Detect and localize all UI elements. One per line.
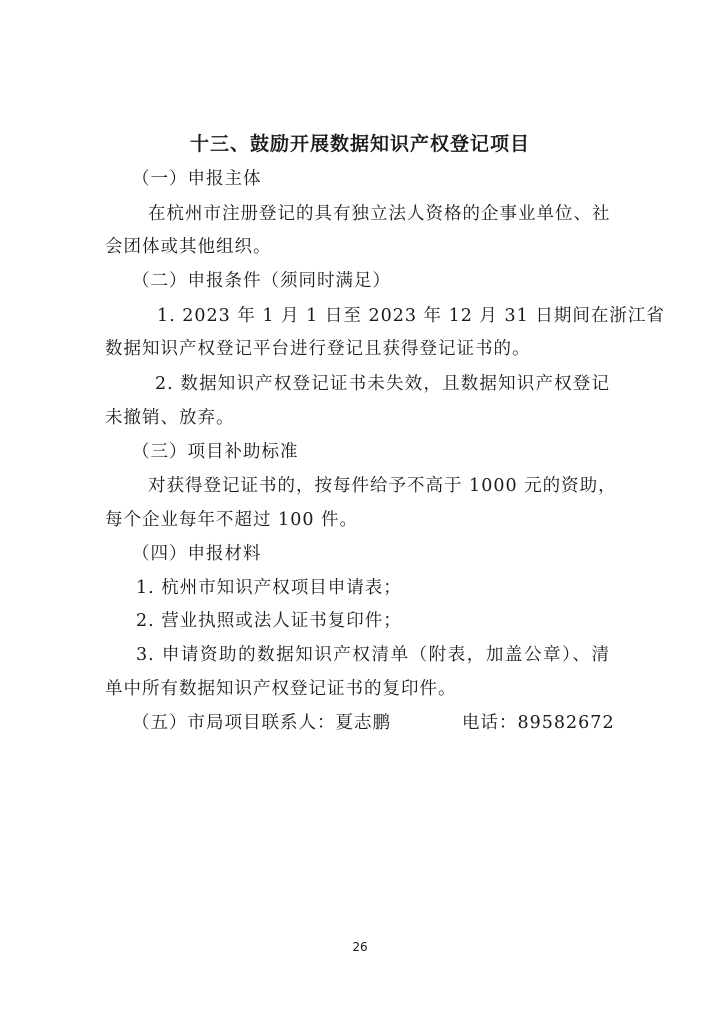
paragraph-line: 数据知识产权登记平台进行登记且获得登记证书的。 (105, 339, 531, 359)
paragraph-line: 每个企业每年不超过 100 件。 (105, 510, 359, 530)
section-heading-applicant: （一）申报主体 (132, 169, 262, 189)
paragraph-line: 会团体或其他组织。 (105, 237, 272, 257)
paragraph-line: 单中所有数据知识产权登记证书的复印件。 (105, 679, 457, 699)
page-title: 十三、鼓励开展数据知识产权登记项目 (189, 133, 530, 155)
paragraph-line: 2. 数据知识产权登记证书未失效，且数据知识产权登记 (155, 374, 610, 394)
list-item: 3. 申请资助的数据知识产权清单（附表，加盖公章）、清 (136, 645, 610, 665)
section-heading-conditions: （二）申报条件（须同时满足） (132, 271, 391, 291)
contact-person: （五）市局项目联系人：夏志鹏 (132, 713, 391, 733)
section-heading-subsidy: （三）项目补助标准 (132, 442, 299, 462)
list-item: 2. 营业执照或法人证书复印件； (136, 611, 402, 631)
section-heading-materials: （四）申报材料 (132, 544, 262, 564)
paragraph-line: 1. 2023 年 1 月 1 日至 2023 年 12 月 31 日期间在浙江省 (157, 306, 665, 326)
paragraph-line: 对获得登记证书的，按每件给予不高于 1000 元的资助， (148, 476, 617, 496)
paragraph-line: 未撤销、放弃。 (105, 408, 235, 428)
page-number: 26 (352, 940, 368, 954)
contact-phone: 电话：89582672 (462, 713, 615, 733)
list-item: 1. 杭州市知识产权项目申请表； (136, 578, 402, 598)
paragraph-line: 在杭州市注册登记的具有独立法人资格的企事业单位、社 (148, 204, 611, 224)
